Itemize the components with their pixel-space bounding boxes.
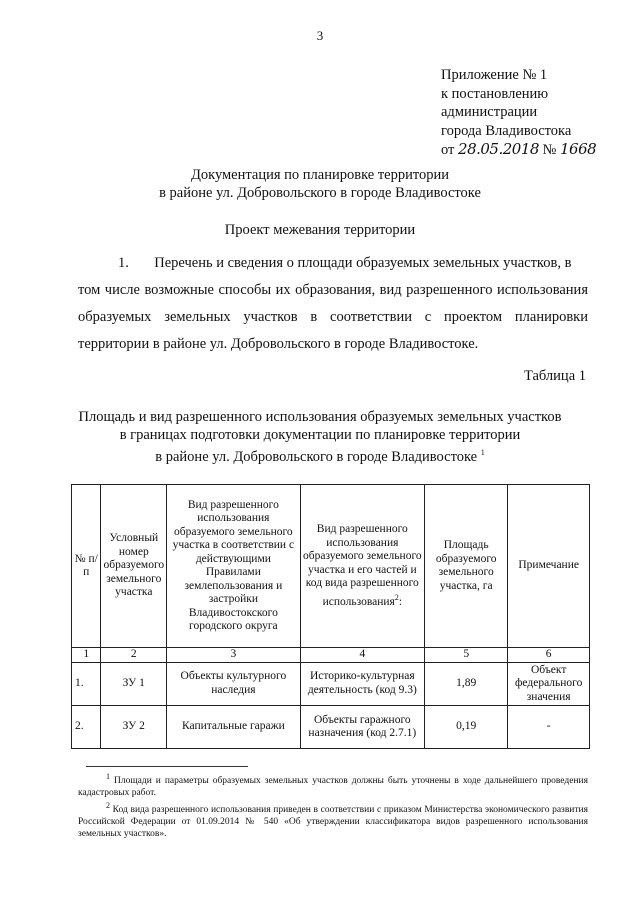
document-heading (0, 166, 640, 202)
plot-id: ЗУ 1 (101, 662, 167, 706)
column-number: 1 (72, 648, 101, 663)
table-title-text: в районе ул. Добровольского в городе Владивостоке (155, 448, 478, 465)
footnote-ref: 1 (480, 448, 485, 457)
footnote (78, 771, 588, 799)
heading-line: Документация по планировке территории (190, 167, 450, 183)
handwritten-date: 28.05.2018 (458, 140, 539, 158)
column-number: 6 (508, 648, 590, 663)
header-text-tail: : (398, 595, 403, 608)
paragraph-number: 1. (118, 255, 129, 271)
table-header-row (72, 485, 590, 648)
table-row (72, 662, 590, 706)
row-number: 1. (72, 662, 101, 706)
current-use: Объекты культурного наследия (167, 662, 300, 706)
paragraph-text: Перечень и сведения о площади образуемых земельных участков, в (154, 255, 572, 271)
footnote-divider (86, 766, 248, 767)
plot-area: 0,19 (425, 706, 508, 749)
header-cell (300, 485, 424, 648)
footnote (78, 800, 588, 840)
date-prefix: от (441, 142, 455, 158)
footnote-text: Код вида разрешенного использования приведен в соответствии с приказом Министерства экономического развития Российской Федерации от 01.09.2014 № 540 «Об утверждении классификатора видов разрешенного использования земельных участков». (78, 805, 588, 840)
current-use: Капитальные гаражи (167, 706, 300, 749)
column-number: 4 (300, 648, 424, 663)
column-number: 3 (167, 648, 300, 663)
appendix-line: администрации (441, 104, 538, 120)
heading-line: в районе ул. Добровольского в городе Владивостоке (159, 185, 481, 201)
handwritten-number: 1668 (560, 140, 597, 158)
land-plots-table (71, 484, 590, 749)
note: Объект федерального значения (508, 662, 590, 706)
row-number: 2. (72, 706, 101, 749)
appendix-block (441, 66, 596, 160)
table-label: Таблица 1 (523, 368, 586, 384)
appendix-title: Приложение № 1 (441, 67, 548, 83)
column-number-row (72, 648, 590, 663)
section-subheading: Проект межевания территории (224, 222, 416, 238)
footnote-ref: 2 (394, 592, 399, 602)
appendix-line: к постановлению (441, 85, 549, 102)
footnote-marker: 2 (106, 801, 110, 811)
header-cell: Площадь образуемого земельного участка, га (425, 485, 508, 648)
header-cell: Примечание (508, 485, 590, 648)
header-text: Вид разрешенного использования образуемого земельного участка и его частей и код вида разрешенного использования (302, 523, 422, 608)
footnotes (78, 771, 588, 841)
column-number: 2 (101, 648, 167, 663)
header-cell: № п/п (72, 485, 101, 648)
table-title-line (0, 444, 640, 466)
table-title-line: Площадь и вид разрешенного использования образуемых земельных участков (78, 409, 562, 425)
paragraph-first-line (78, 250, 588, 277)
header-cell: Вид разрешенного использования образуемого земельного участка в соответствии с действующими Правилами землепользования и застройки Владивостокского городского округа (167, 485, 300, 648)
appendix-date-line (441, 140, 596, 160)
footnote-text: Площади и параметры образуемых земельных участков должны быть уточнены в ходе дальнейшего проведения кадастровых работ. (78, 776, 588, 799)
header-cell: Условный номер образуемого земельного участка (101, 485, 167, 648)
table-title-line: в границах подготовки документации по планировке территории (119, 427, 521, 443)
paragraph-text-rest: том числе возможные способы их образования, вид разрешенного использования образуемых земельных участков в соответствии с проектом планировки территории в районе ул. Добровольского в городе Владивостоке. (78, 282, 588, 352)
planned-use: Объекты гаражного назначения (код 2.7.1) (300, 706, 424, 749)
note: - (508, 706, 590, 749)
paragraph-1 (78, 250, 588, 358)
table-title (0, 408, 640, 466)
plot-area: 1,89 (425, 662, 508, 706)
column-number: 5 (425, 648, 508, 663)
page-number: 3 (316, 28, 324, 43)
plot-id: ЗУ 2 (101, 706, 167, 749)
planned-use: Историко-культурная деятельность (код 9.3) (300, 662, 424, 706)
table-row (72, 706, 590, 749)
footnote-marker: 1 (106, 772, 110, 781)
appendix-line: города Владивостока (441, 122, 572, 139)
number-sign: № (542, 142, 557, 158)
